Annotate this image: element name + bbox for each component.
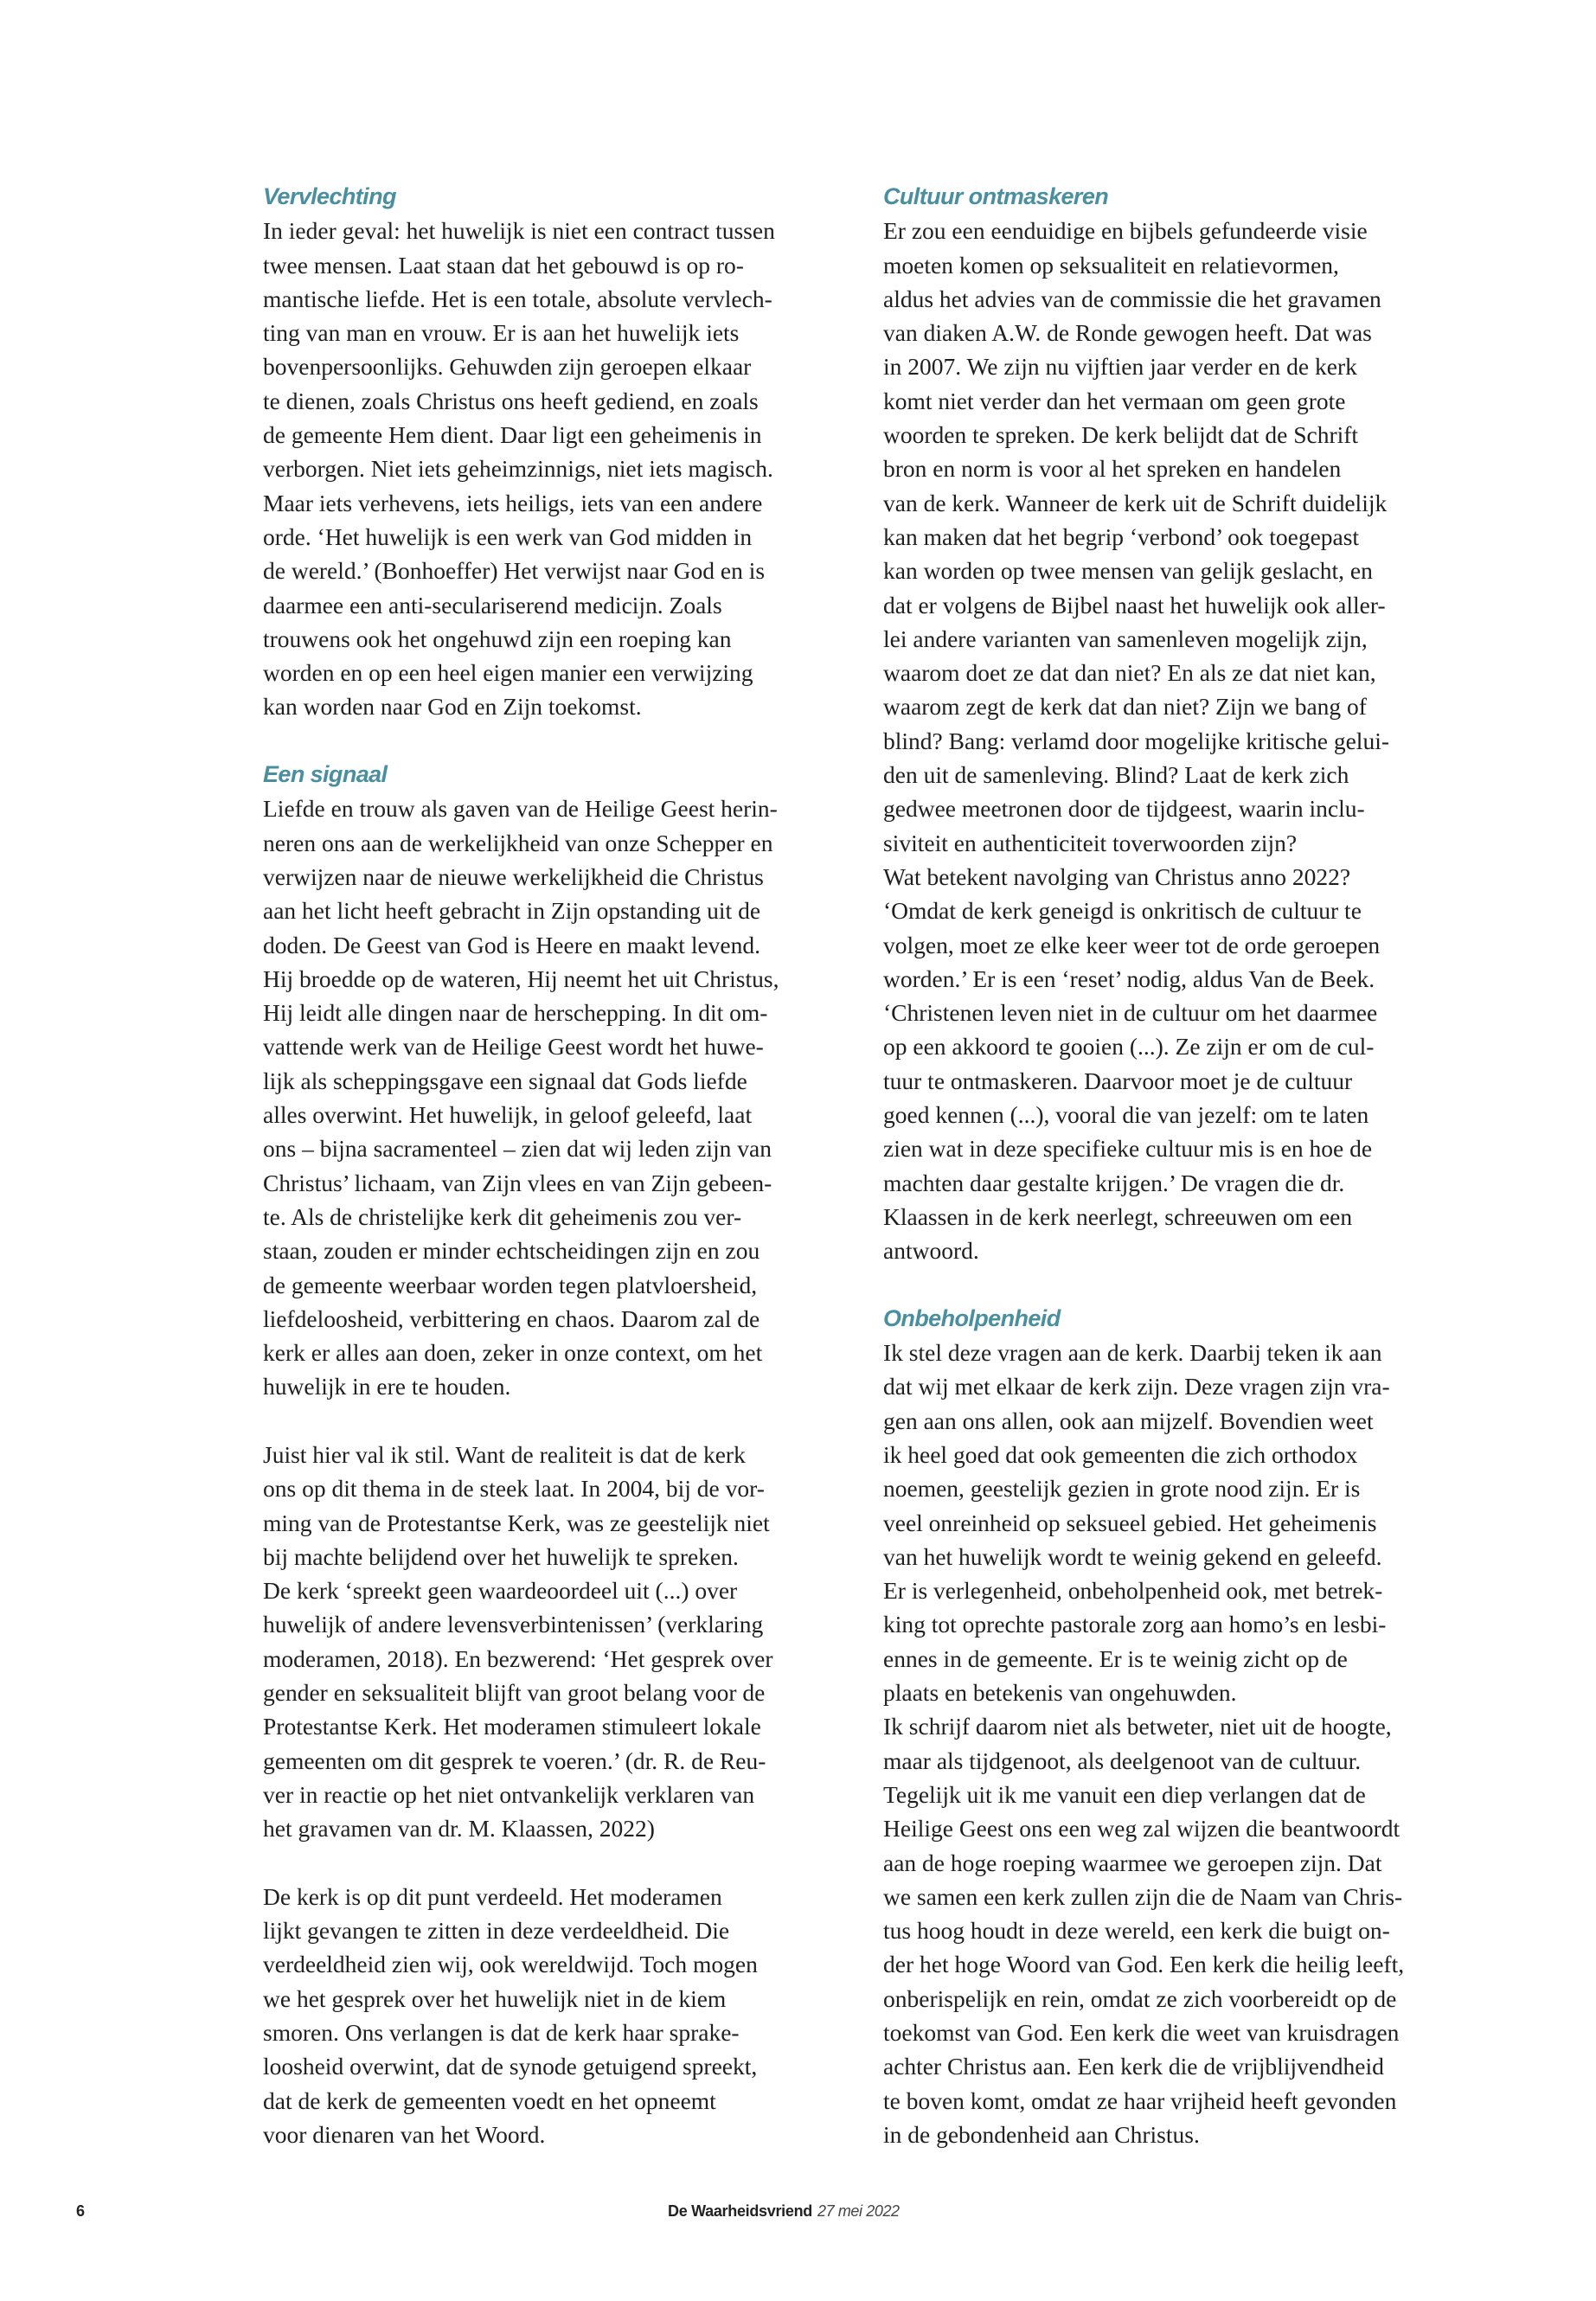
body-text-line: Tegelijk uit ik me vanuit een diep verlangen dat de — [883, 1780, 1366, 1808]
body-text-line: zien wat in deze specifieke cultuur mis is en hoe de — [883, 1135, 1373, 1163]
publication-date: 27 mei 2022 — [817, 2202, 900, 2220]
body-text-line: ik heel goed dat ook gemeenten die zich orthodox — [883, 1440, 1358, 1468]
body-text-line: Maar iets verhevens, iets heiligs, iets van een andere — [263, 489, 763, 516]
article-section — [883, 1302, 1489, 2151]
body-text-line: trouwens ook het ongehuwd zijn een roeping kan — [263, 625, 732, 652]
body-text-line: ting van man en vrouw. Er is aan het huwelijk iets — [263, 319, 740, 347]
publication-footer — [668, 2202, 900, 2221]
body-text-line: alles overwint. Het huwelijk, in geloof geleefd, laat — [263, 1101, 753, 1129]
body-text-line: staan, zouden er minder echtscheidingen zijn en zou — [263, 1237, 760, 1265]
body-text-line: gen aan ons allen, ook aan mijzelf. Bovendien weet — [883, 1407, 1374, 1434]
body-text-line: De kerk is op dit punt verdeeld. Het moderamen — [263, 1882, 722, 1910]
body-text-line: verwijzen naar de nieuwe werkelijkheid die Christus — [263, 862, 764, 890]
section-heading: Cultuur ontmaskeren — [883, 183, 1109, 209]
body-text-line: het gravamen van dr. M. Klaassen, 2022) — [263, 1815, 655, 1843]
body-text-line: komt niet verder dan het vermaan om geen grote — [883, 387, 1346, 414]
body-text-line: kan worden naar God en Zijn toekomst. — [263, 693, 642, 721]
body-text-line: ennes in de gemeente. Er is te weinig zicht op de — [883, 1644, 1348, 1672]
body-text-line: noemen, geestelijk gezien in grote nood zijn. Er is — [883, 1475, 1361, 1503]
body-text-line: antwoord. — [883, 1237, 979, 1265]
body-text-line: moeten komen op seksualiteit en relatievormen, — [883, 251, 1339, 279]
page-number: 6 — [76, 2202, 86, 2220]
body-text-line: den uit de samenleving. Blind? Laat de kerk zich — [883, 761, 1349, 789]
body-text-line: Christus’ lichaam, van Zijn vlees en van Zijn gebeen- — [263, 1169, 772, 1196]
body-text-line: worden en op een heel eigen manier een verwijzing — [263, 659, 753, 687]
body-text-line: verborgen. Niet iets geheimzinnigs, niet iets magisch. — [263, 455, 773, 483]
body-text-line: blind? Bang: verlamd door mogelijke kritische gelui- — [883, 727, 1389, 754]
body-text-line: lei andere varianten van samenleven mogelijk zijn, — [883, 625, 1368, 652]
paragraph-gap — [263, 1846, 869, 1880]
body-text-line: Juist hier val ik stil. Want de realiteit is dat de kerk — [263, 1440, 746, 1468]
body-text-line: loosheid overwint, dat de synode getuigend spreekt, — [263, 2053, 758, 2080]
body-text-line: dat wij met elkaar de kerk zijn. Deze vragen zijn vra- — [883, 1373, 1390, 1400]
body-text-line: aan de hoge roeping waarmee we geroepen zijn. Dat — [883, 1849, 1382, 1876]
body-text-line: Ik schrijf daarom niet als betweter, niet uit de hoogte, — [883, 1713, 1392, 1740]
body-text-line: Er is verlegenheid, onbeholpenheid ook, met betrek- — [883, 1577, 1383, 1605]
body-text-line: twee mensen. Laat staan dat het gebouwd is op ro- — [263, 251, 744, 279]
body-text-line: Klaassen in de kerk neerlegt, schreeuwen om een — [883, 1202, 1353, 1230]
body-text-line: machten daar gestalte krijgen.’ De vragen die dr. — [883, 1169, 1345, 1196]
body-text-line: woorden te spreken. De kerk belijdt dat de Schrift — [883, 421, 1359, 449]
body-text-line: vattende werk van de Heilige Geest wordt het huwe- — [263, 1033, 764, 1061]
body-text-line: goed kennen (...), vooral die van jezelf: om te laten — [883, 1101, 1369, 1129]
body-text-line: moderamen, 2018). En bezwerend: ‘Het gesprek over — [263, 1644, 773, 1672]
body-text-line: te boven komt, omdat ze haar vrijheid heeft gevonden — [883, 2086, 1397, 2114]
publication-name: De Waarheidsvriend — [668, 2202, 812, 2220]
paragraph-gap — [883, 1268, 1489, 1302]
body-text-line: volgen, moet ze elke keer weer tot de orde geroepen — [883, 931, 1381, 958]
body-text-line: te. Als de christelijke kerk dit geheimenis zou ver- — [263, 1202, 742, 1230]
body-text-line: de gemeente weerbaar worden tegen platvloersheid, — [263, 1271, 758, 1298]
body-text-line: ons – bijna sacramenteel – zien dat wij leden zijn van — [263, 1135, 772, 1163]
body-text-line: waarom zegt de kerk dat dan niet? Zijn we bang of — [883, 693, 1367, 721]
body-text-line: de wereld.’ (Bonhoeffer) Het verwijst naar God en is — [263, 557, 766, 585]
body-text-line: in 2007. We zijn nu vijftien jaar verder en de kerk — [883, 353, 1357, 381]
body-text-line: waarom doet ze dat dan niet? En als ze dat niet kan, — [883, 659, 1376, 687]
body-text-line: Heilige Geest ons een weg zal wijzen die beantwoordt — [883, 1815, 1401, 1843]
body-text-line: tuur te ontmaskeren. Daarvoor moet je de cultuur — [883, 1067, 1353, 1094]
body-text-line: In ieder geval: het huwelijk is niet een contract tussen — [263, 217, 775, 245]
body-text-line: in de gebondenheid aan Christus. — [883, 2120, 1200, 2148]
body-text-line: dat er volgens de Bijbel naast het huwelijk ook aller- — [883, 591, 1386, 619]
article-section — [263, 1438, 869, 1846]
body-text-line: we het gesprek over het huwelijk niet in de kiem — [263, 1984, 727, 2012]
left-column — [263, 180, 869, 2151]
body-text-line: op een akkoord te gooien (...). Ze zijn er om de cul- — [883, 1033, 1375, 1061]
body-text-line: van de kerk. Wanneer de kerk uit de Schrift duidelijk — [883, 489, 1388, 516]
body-text-line: Er zou een eenduidige en bijbels gefundeerde visie — [883, 217, 1368, 245]
body-text-line: Protestantse Kerk. Het moderamen stimuleert lokale — [263, 1713, 761, 1740]
body-text-line: van het huwelijk wordt te weinig gekend en geleefd. — [883, 1542, 1382, 1570]
body-text-line: ons op dit thema in de steek laat. In 2004, bij de vor- — [263, 1475, 765, 1503]
section-heading: Een signaal — [263, 761, 388, 788]
article-section — [263, 758, 869, 1404]
body-text-line: orde. ‘Het huwelijk is een werk van God midden in — [263, 522, 753, 550]
body-text-line: lijk als scheppingsgave een signaal dat Gods liefde — [263, 1067, 747, 1094]
body-text-line: doden. De Geest van God is Heere en maakt levend. — [263, 931, 761, 958]
body-text-line: aan het licht heeft gebracht in Zijn opstanding uit de — [263, 897, 761, 925]
paragraph-gap — [263, 724, 869, 758]
body-text-line: veel onreinheid op seksueel gebied. Het geheimenis — [883, 1509, 1377, 1536]
body-text-line: voor dienaren van het Woord. — [263, 2120, 546, 2148]
body-text-line: verdeeldheid zien wij, ook wereldwijd. Toch mogen — [263, 1951, 758, 1978]
body-text-line: toekomst van God. Een kerk die weet van kruisdragen — [883, 2019, 1400, 2047]
section-heading: Vervlechting — [263, 183, 396, 209]
right-column — [883, 180, 1489, 2151]
body-text-line: huwelijk of andere levensverbintenissen’ (verklaring — [263, 1611, 764, 1638]
article-section — [883, 180, 1489, 1268]
body-text-line: Wat betekent navolging van Christus anno 2022? — [883, 862, 1351, 890]
body-text-line: maar als tijdgenoot, als deelgenoot van de cultuur. — [883, 1747, 1362, 1774]
body-text-line: De kerk ‘spreekt geen waardeoordeel uit (...) over — [263, 1577, 738, 1605]
body-text-line: plaats en betekenis van ongehuwden. — [883, 1679, 1237, 1707]
body-text-line: der het hoge Woord van God. Een kerk die heilig leeft, — [883, 1951, 1405, 1978]
body-text-line: king tot oprechte pastorale zorg aan homo’s en lesbi- — [883, 1611, 1387, 1638]
body-text-line: bron en norm is voor al het spreken en handelen — [883, 455, 1342, 483]
body-text-line: tus hoog houdt in deze wereld, een kerk die buigt on- — [883, 1917, 1390, 1945]
body-text-line: worden.’ Er is een ‘reset’ nodig, aldus Van de Beek. — [883, 965, 1375, 992]
body-text-line: we samen een kerk zullen zijn die de Naam van Chris- — [883, 1882, 1403, 1910]
body-text-line: aldus het advies van de commissie die het gravamen — [883, 285, 1381, 312]
body-text-line: ming van de Protestantse Kerk, was ze geestelijk niet — [263, 1509, 770, 1536]
body-text-line: onberispelijk en rein, omdat ze zich voorbereidt op de — [883, 1984, 1397, 2012]
body-text-line: bij machte belijdend over het huwelijk te spreken. — [263, 1542, 739, 1570]
body-text-line: Liefde en trouw als gaven van de Heilige Geest herin- — [263, 795, 778, 823]
body-text-line: kan worden op twee mensen van gelijk geslacht, en — [883, 557, 1373, 585]
body-text-line: de gemeente Hem dient. Daar ligt een geheimenis in — [263, 421, 762, 449]
body-text-line: liefdeloosheid, verbittering en chaos. Daarom zal de — [263, 1304, 760, 1332]
body-text-line: lijkt gevangen te zitten in deze verdeeldheid. Die — [263, 1917, 730, 1945]
body-text-line: huwelijk in ere te houden. — [263, 1373, 511, 1400]
body-text-line: gemeenten om dit gesprek te voeren.’ (dr. R. de Reu- — [263, 1747, 766, 1774]
section-heading: Onbeholpenheid — [883, 1304, 1061, 1331]
body-text-line: ‘Christenen leven niet in de cultuur om het daarmee — [883, 999, 1378, 1027]
body-text-line: ‘Omdat de kerk geneigd is onkritisch de cultuur te — [883, 897, 1362, 925]
body-text-line: neren ons aan de werkelijkheid van onze Schepper en — [263, 829, 773, 856]
body-text-line: kan maken dat het begrip ‘verbond’ ook toegepast — [883, 522, 1360, 550]
body-text-line: ver in reactie op het niet ontvankelijk verklaren van — [263, 1780, 755, 1808]
body-text-line: gedwee meetronen door de tijdgeest, waarin inclu- — [883, 795, 1365, 823]
body-text-line: achter Christus aan. Een kerk die de vrijblijvendheid — [883, 2053, 1384, 2080]
body-text-line: gender en seksualiteit blijft van groot belang voor de — [263, 1679, 766, 1707]
paragraph-gap — [263, 1404, 869, 1438]
body-text-line: van diaken A.W. de Ronde gewogen heeft. Dat was — [883, 319, 1372, 347]
body-text-line: Ik stel deze vragen aan de kerk. Daarbij teken ik aan — [883, 1339, 1382, 1367]
body-text-line: bovenpersoonlijks. Gehuwden zijn geroepen elkaar — [263, 353, 752, 381]
body-text-line: mantische liefde. Het is een totale, absolute vervlech- — [263, 285, 772, 312]
body-text-line: kerk er alles aan doen, zeker in onze context, om het — [263, 1339, 763, 1367]
body-text-line: siviteit en authenticiteit toverwoorden zijn? — [883, 829, 1298, 856]
article-section — [263, 180, 869, 724]
body-text-line: smoren. Ons verlangen is dat de kerk haar sprake- — [263, 2019, 740, 2047]
body-text-line: daarmee een anti-seculariserend medicijn. Zoals — [263, 591, 722, 619]
body-text-line: te dienen, zoals Christus ons heeft gediend, en zoals — [263, 387, 759, 414]
body-text-line: Hij broedde op de wateren, Hij neemt het uit Christus, — [263, 965, 779, 992]
body-text-line: dat de kerk de gemeenten voedt en het opneemt — [263, 2086, 716, 2114]
article-section — [263, 1880, 869, 2151]
body-text-line: Hij leidt alle dingen naar de herschepping. In dit om- — [263, 999, 768, 1027]
